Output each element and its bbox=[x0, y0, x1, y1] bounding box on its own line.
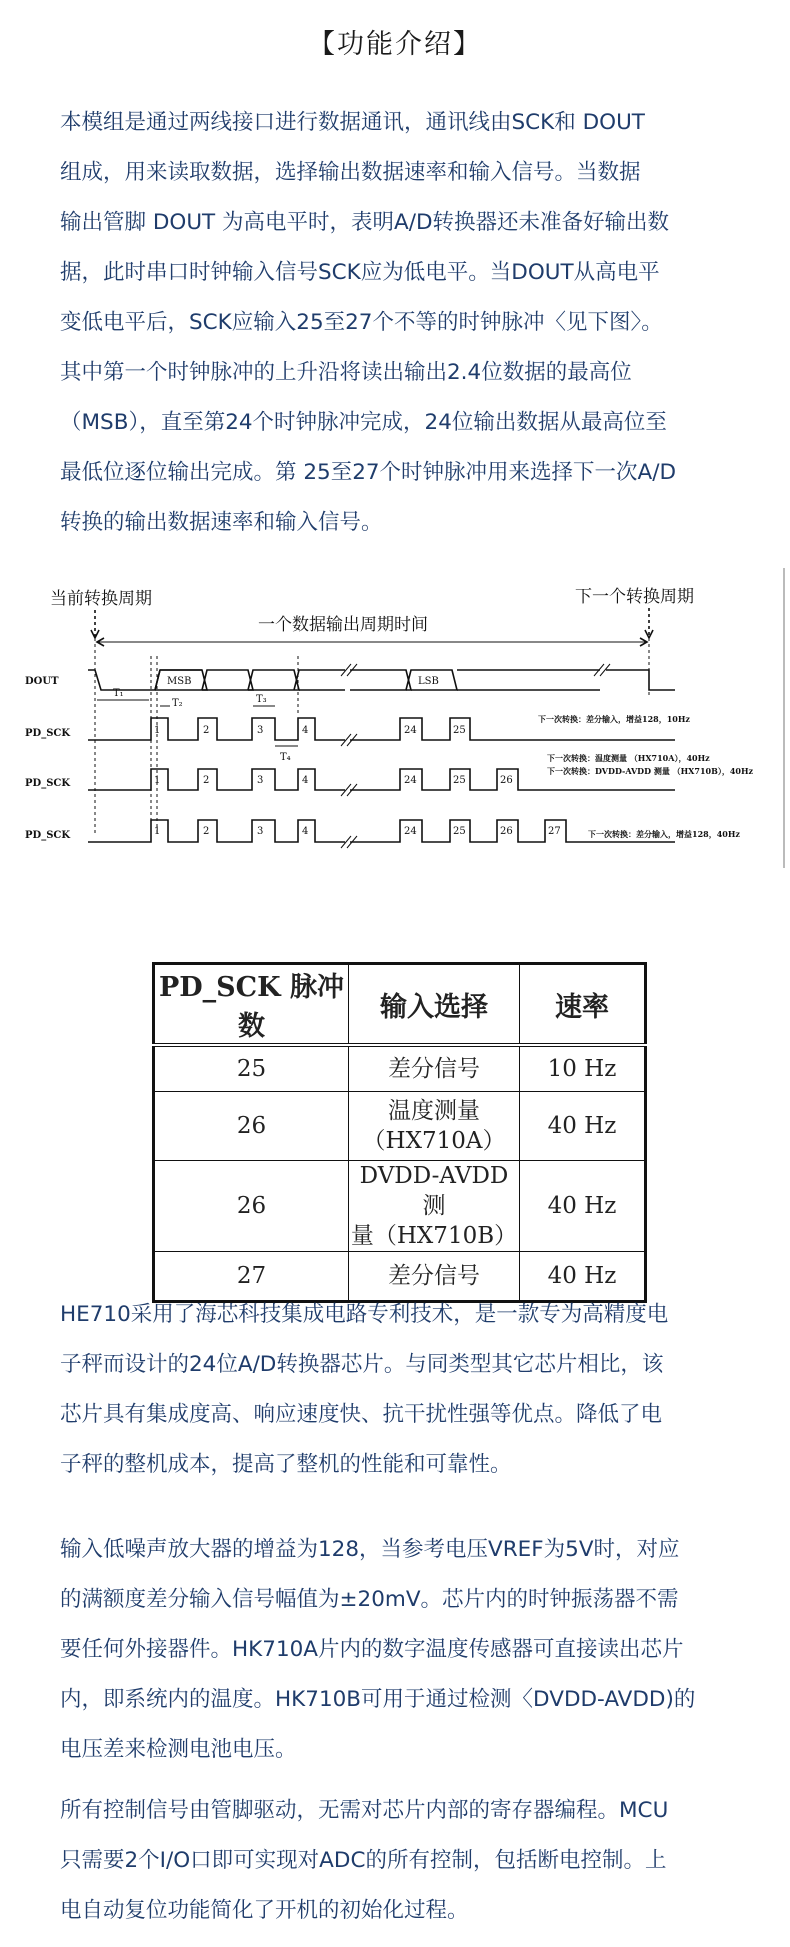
text-line: 要任何外接器件。HK710A片内的数字温度传感器可直接读出芯片 bbox=[60, 1637, 684, 1662]
text-line: 子秤而设计的24位A/D转换器芯片。与同类型其它芯片相比，该 bbox=[60, 1352, 664, 1377]
text-line: 所有控制信号由管脚驱动，无需对芯片内部的寄存器编程。MCU bbox=[60, 1798, 669, 1823]
pulse-label: 3 bbox=[257, 775, 264, 786]
input-select-cell bbox=[349, 1092, 520, 1161]
t3-label: T₃ bbox=[256, 694, 267, 705]
next-conversion-note: 下一次转换：差分输入，增益128，40Hz bbox=[588, 829, 740, 839]
pulse-label: 2 bbox=[203, 725, 210, 736]
pulse-label: 27 bbox=[548, 826, 561, 837]
text-line: 电压差来检测电池电压。 bbox=[60, 1737, 297, 1762]
next-conversion-note: 下一次转换：差分输入，增益128，10Hz bbox=[538, 714, 690, 724]
input-select-cell bbox=[349, 1161, 520, 1252]
timing-diagram bbox=[0, 568, 790, 868]
pulse-label: 2 bbox=[203, 775, 210, 786]
pdsck-label-2: PD_SCK bbox=[25, 778, 71, 789]
cell-text: 温度测量 bbox=[388, 1098, 480, 1124]
pulse-label: 25 bbox=[453, 826, 466, 837]
cell-text: DVDD-AVDD 测 bbox=[359, 1163, 509, 1219]
period-label: 一个数据输出周期时间 bbox=[258, 615, 428, 635]
amplifier-paragraph bbox=[60, 1525, 750, 1775]
text-line: 的满额度差分输入信号幅值为±20mV。芯片内的时钟振荡器不需 bbox=[60, 1587, 679, 1612]
msb-label: MSB bbox=[167, 676, 192, 687]
next-conversion-note: 下一次转换：温度测量 （HX710A），40Hz bbox=[547, 753, 710, 763]
pulse-label: 26 bbox=[500, 826, 513, 837]
text-line: 其中第一个时钟脉冲的上升沿将读出输出2.4位数据的最高位 bbox=[60, 360, 632, 385]
text-line: 内，即系统内的温度。HK710B可用于通过检测〈DVDD-AVDD)的 bbox=[60, 1687, 696, 1712]
rate-cell: 10 Hz bbox=[520, 1045, 646, 1092]
t4-label: T₄ bbox=[280, 752, 291, 763]
pulse-label: 1 bbox=[154, 775, 161, 786]
text-line: 子秤的整机成本，提高了整机的性能和可靠性。 bbox=[60, 1452, 512, 1477]
input-select-cell bbox=[349, 1045, 520, 1092]
pulse-label: 1 bbox=[154, 826, 161, 837]
cell-text: （HX710A） bbox=[362, 1128, 506, 1154]
rate-cell: 40 Hz bbox=[520, 1161, 646, 1252]
pulse-label: 4 bbox=[302, 826, 309, 837]
text-line: 芯片具有集成度高、响应速度快、抗干扰性强等优点。降低了电 bbox=[60, 1402, 663, 1427]
pulse-label: 24 bbox=[404, 725, 417, 736]
pulse-label: 24 bbox=[404, 775, 417, 786]
t2-label: T₂ bbox=[172, 698, 183, 709]
text-line: 输出管脚 DOUT 为高电平时，表明A/D转换器还未准备好输出数 bbox=[60, 210, 670, 235]
pdsck-label-1: PD_SCK bbox=[25, 728, 71, 739]
column-header: 输入选择 bbox=[349, 964, 520, 1046]
pulse-config-table bbox=[152, 962, 647, 1303]
next-conversion-note: 下一次转换：DVDD-AVDD 测量 （HX710B），40Hz bbox=[547, 766, 754, 776]
table-row bbox=[154, 1092, 646, 1161]
current-cycle-label: 当前转换周期 bbox=[50, 589, 152, 609]
cell-text: 差分信号 bbox=[388, 1263, 480, 1289]
pulse-count-cell: 25 bbox=[154, 1045, 349, 1092]
lsb-label: LSB bbox=[418, 676, 439, 687]
pulse-label: 4 bbox=[302, 725, 309, 736]
text-line: 据，此时串口时钟输入信号SCK应为低电平。当DOUT从高电平 bbox=[60, 260, 660, 285]
text-line: 只需要2个I/O口即可实现对ADC的所有控制，包括断电控制。上 bbox=[60, 1848, 667, 1873]
chip-overview-paragraph bbox=[60, 1290, 750, 1490]
pulse-label: 24 bbox=[404, 826, 417, 837]
rate-cell: 40 Hz bbox=[520, 1092, 646, 1161]
pulse-label: 25 bbox=[453, 725, 466, 736]
text-line: （MSB），直至第24个时钟脉冲完成，24位输出数据从最高位至 bbox=[60, 410, 667, 435]
text-line: 组成，用来读取数据，选择输出数据速率和输入信号。当数据 bbox=[60, 160, 641, 185]
pulse-label: 26 bbox=[500, 775, 513, 786]
cell-text: 差分信号 bbox=[388, 1056, 480, 1082]
text-line: 本模组是通过两线接口进行数据通讯，通讯线由SCK和 DOUT bbox=[60, 110, 645, 135]
pulse-label: 3 bbox=[257, 725, 264, 736]
control-paragraph bbox=[60, 1786, 750, 1936]
pulse-label: 25 bbox=[453, 775, 466, 786]
text-line: 转换的输出数据速率和输入信号。 bbox=[60, 510, 383, 535]
pulse-label: 1 bbox=[154, 725, 161, 736]
table-row bbox=[154, 1161, 646, 1252]
column-header: PD_SCK 脉冲数 bbox=[154, 964, 349, 1046]
column-header: 速率 bbox=[520, 964, 646, 1046]
cell-text: 量（HX710B） bbox=[350, 1223, 518, 1249]
pulse-count-cell: 26 bbox=[154, 1161, 349, 1252]
t1-label: T₁ bbox=[113, 688, 124, 699]
text-line: HE710采用了海芯科技集成电路专利技术，是一款专为高精度电 bbox=[60, 1302, 669, 1327]
table-header-row bbox=[154, 964, 646, 1046]
pulse-count-cell: 26 bbox=[154, 1092, 349, 1161]
text-line: 输入低噪声放大器的增益为128，当参考电压VREF为5V时，对应 bbox=[60, 1537, 680, 1562]
pulse-label: 3 bbox=[257, 826, 264, 837]
pulse-count-cell: 27 bbox=[154, 1252, 349, 1302]
text-line: 最低位逐位输出完成。第 25至27个时钟脉冲用来选择下一次A/D bbox=[60, 460, 677, 485]
pulse-label: 4 bbox=[302, 775, 309, 786]
next-cycle-label: 下一个转换周期 bbox=[575, 587, 694, 607]
pulse-label: 2 bbox=[203, 826, 210, 837]
pdsck-label-3: PD_SCK bbox=[25, 830, 71, 841]
table-row bbox=[154, 1045, 646, 1092]
section-title: 【功能介绍】 bbox=[308, 29, 482, 60]
dout-label: DOUT bbox=[25, 676, 59, 687]
intro-paragraph bbox=[60, 98, 750, 548]
text-line: 电自动复位功能简化了开机的初始化过程。 bbox=[60, 1898, 469, 1923]
rate-cell: 40 Hz bbox=[520, 1252, 646, 1302]
text-line: 变低电平后，SCK应输入25至27个不等的时钟脉冲〈见下图〉。 bbox=[60, 310, 663, 335]
